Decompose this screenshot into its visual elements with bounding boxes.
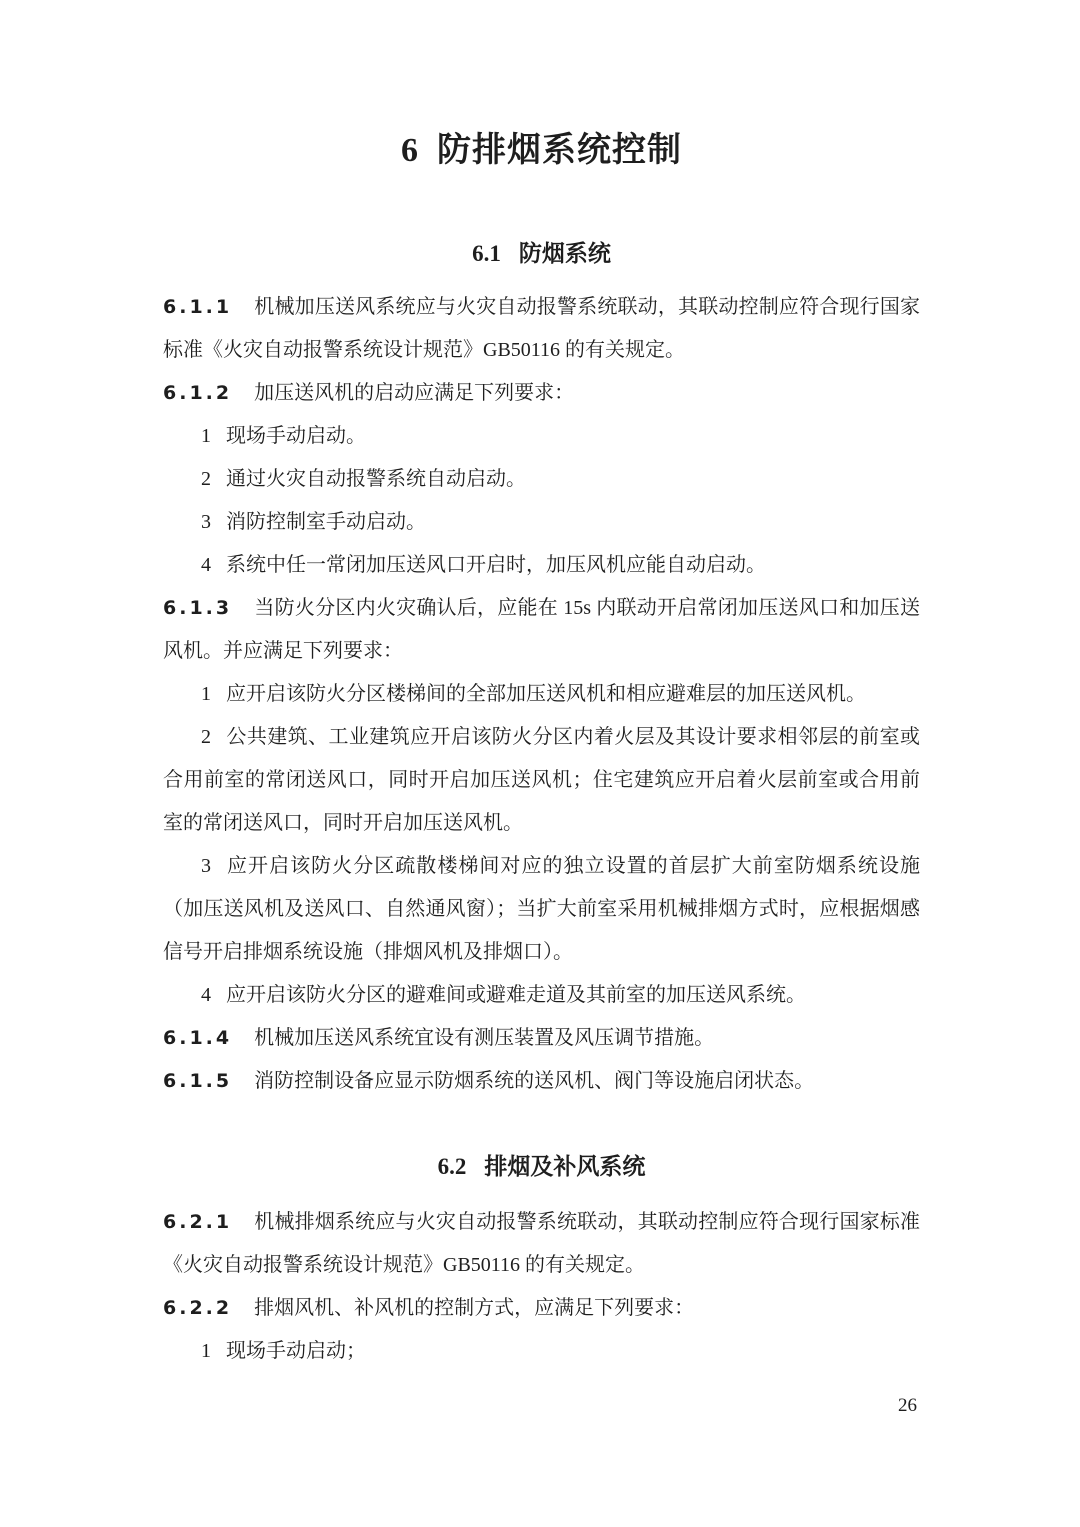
item-number: 1	[201, 425, 211, 447]
item-number: 3	[201, 855, 211, 877]
chapter-title	[163, 128, 920, 174]
clause-number: 6.2.1	[163, 1211, 233, 1233]
list-item-6-1-3-3	[163, 845, 920, 974]
clause-number: 6.1.4	[163, 1027, 233, 1049]
clause-text: 机械排烟系统应与火灾自动报警系统联动，其联动控制应符合现行国家标准《火灾自动报警系统设计规范》GB50116 的有关规定。	[163, 1211, 920, 1276]
section-title-text: 排烟及补风系统	[484, 1154, 646, 1179]
clause-text: 排烟风机、补风机的控制方式，应满足下列要求：	[254, 1297, 695, 1319]
clause-number: 6.1.3	[163, 597, 233, 619]
chapter-number: 6	[401, 132, 419, 169]
clause-number: 6.2.2	[163, 1297, 233, 1319]
item-text: 消防控制室手动启动。	[226, 511, 426, 533]
item-number: 1	[201, 683, 211, 705]
item-text: 应开启该防火分区楼梯间的全部加压送风机和相应避难层的加压送风机。	[226, 683, 866, 705]
list-item-6-1-2-4	[163, 544, 920, 587]
section-heading-6-1	[163, 238, 920, 270]
clause-6-1-5	[163, 1060, 920, 1103]
item-number: 2	[201, 726, 211, 748]
item-text: 通过火灾自动报警系统自动启动。	[226, 468, 526, 490]
list-item-6-1-3-2	[163, 716, 920, 845]
clause-6-2-2	[163, 1287, 920, 1330]
clause-text: 消防控制设备应显示防烟系统的送风机、阀门等设施启闭状态。	[254, 1070, 815, 1092]
item-number: 2	[201, 468, 211, 490]
clause-number: 6.1.1	[163, 296, 233, 318]
clause-6-1-2	[163, 372, 920, 415]
item-number: 1	[201, 1340, 211, 1362]
clause-number: 6.1.5	[163, 1070, 233, 1092]
list-item-6-1-2-1	[163, 415, 920, 458]
chapter-title-text: 防排烟系统控制	[437, 132, 682, 169]
list-item-6-1-3-1	[163, 673, 920, 716]
clause-text: 机械加压送风系统应与火灾自动报警系统联动，其联动控制应符合现行国家标准《火灾自动报警系统设计规范》GB50116 的有关规定。	[163, 296, 920, 361]
section-number: 6.1	[472, 241, 501, 266]
document-content	[163, 0, 920, 1373]
item-number: 4	[201, 984, 211, 1006]
list-item-6-1-2-3	[163, 501, 920, 544]
page-number: 26	[898, 1395, 917, 1416]
item-text: 现场手动启动。	[226, 425, 366, 447]
clause-text: 机械加压送风系统宜设有测压装置及风压调节措施。	[254, 1027, 715, 1049]
clause-6-1-1	[163, 286, 920, 372]
item-text: 应开启该防火分区的避难间或避难走道及其前室的加压送风系统。	[226, 984, 806, 1006]
list-item-6-2-2-1	[163, 1330, 920, 1373]
item-text: 系统中任一常闭加压送风口开启时，加压风机应能自动启动。	[226, 554, 766, 576]
list-item-6-1-2-2	[163, 458, 920, 501]
section-heading-6-2	[163, 1151, 920, 1183]
clause-6-1-4	[163, 1017, 920, 1060]
clause-6-1-3	[163, 587, 920, 673]
clause-number: 6.1.2	[163, 382, 233, 404]
clause-6-2-1	[163, 1201, 920, 1287]
item-text: 公共建筑、工业建筑应开启该防火分区内着火层及其设计要求相邻层的前室或合用前室的常闭送风口，同时开启加压送风机；住宅建筑应开启着火层前室或合用前室的常闭送风口，同时开启加压送风机。	[163, 726, 920, 834]
item-number: 3	[201, 511, 211, 533]
clause-text: 加压送风机的启动应满足下列要求：	[254, 382, 575, 404]
section-title-text: 防烟系统	[518, 241, 611, 266]
clause-text: 当防火分区内火灾确认后，应能在 15s 内联动开启常闭加压送风口和加压送风机。并应满足下列要求：	[163, 597, 920, 662]
list-item-6-1-3-4	[163, 974, 920, 1017]
section-number: 6.2	[437, 1154, 467, 1179]
item-text: 应开启该防火分区疏散楼梯间对应的独立设置的首层扩大前室防烟系统设施（加压送风机及送风口、自然通风窗）；当扩大前室采用机械排烟方式时，应根据烟感信号开启排烟系统设施（排烟风机及排烟口）。	[163, 855, 920, 963]
item-number: 4	[201, 554, 211, 576]
item-text: 现场手动启动；	[226, 1340, 366, 1362]
